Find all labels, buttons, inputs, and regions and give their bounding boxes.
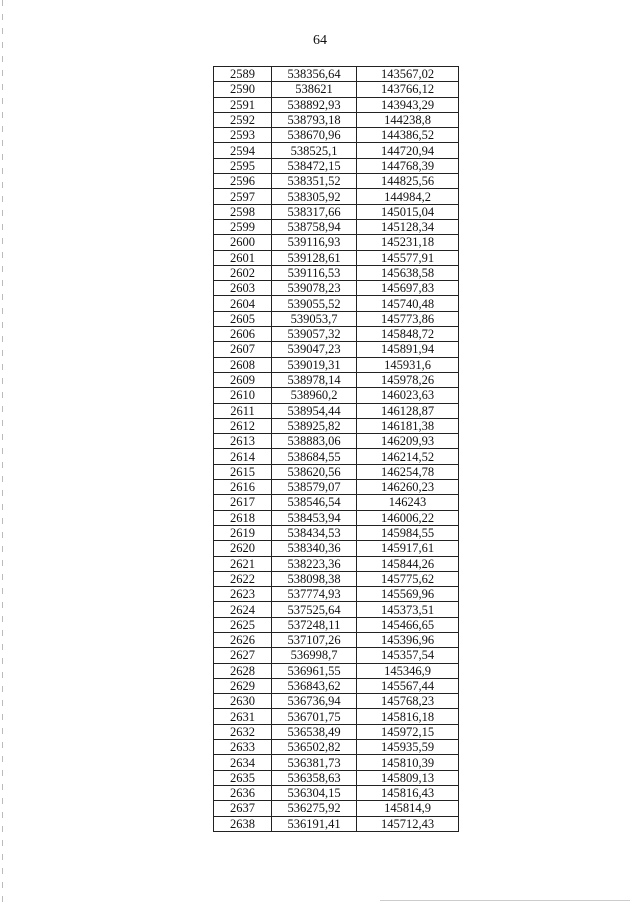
point-number-cell: 2600	[214, 235, 272, 250]
x-coordinate-cell: 538620,56	[272, 464, 357, 479]
table-row	[214, 143, 459, 158]
y-coordinate-cell: 145569,96	[357, 587, 459, 602]
point-number-cell: 2635	[214, 770, 272, 785]
x-coordinate-cell: 538340,36	[272, 541, 357, 556]
table-row	[214, 740, 459, 755]
point-number-cell: 2632	[214, 724, 272, 739]
y-coordinate-cell: 145917,61	[357, 541, 459, 556]
x-coordinate-cell: 539019,31	[272, 357, 357, 372]
table-row	[214, 418, 459, 433]
point-number-cell: 2620	[214, 541, 272, 556]
table-row	[214, 219, 459, 234]
x-coordinate-cell: 537107,26	[272, 632, 357, 647]
table-row	[214, 770, 459, 785]
y-coordinate-cell: 146209,93	[357, 434, 459, 449]
table-row	[214, 510, 459, 525]
x-coordinate-cell: 538351,52	[272, 174, 357, 189]
point-number-cell: 2637	[214, 801, 272, 816]
table-row	[214, 541, 459, 556]
x-coordinate-cell: 538793,18	[272, 112, 357, 127]
table-row	[214, 556, 459, 571]
y-coordinate-cell: 145346,9	[357, 663, 459, 678]
table-row	[214, 327, 459, 342]
table-row	[214, 357, 459, 372]
y-coordinate-cell: 146023,63	[357, 388, 459, 403]
x-coordinate-cell: 539047,23	[272, 342, 357, 357]
point-number-cell: 2617	[214, 495, 272, 510]
x-coordinate-cell: 536998,7	[272, 648, 357, 663]
table-row	[214, 235, 459, 250]
x-coordinate-cell: 538356,64	[272, 67, 357, 82]
x-coordinate-cell: 536961,55	[272, 663, 357, 678]
y-coordinate-cell: 145357,54	[357, 648, 459, 663]
table-row	[214, 449, 459, 464]
point-number-cell: 2607	[214, 342, 272, 357]
x-coordinate-cell: 536304,15	[272, 785, 357, 800]
table-row	[214, 587, 459, 602]
point-number-cell: 2608	[214, 357, 272, 372]
y-coordinate-cell: 146181,38	[357, 418, 459, 433]
table-row	[214, 602, 459, 617]
point-number-cell: 2602	[214, 265, 272, 280]
x-coordinate-cell: 538978,14	[272, 372, 357, 387]
y-coordinate-cell: 143943,29	[357, 97, 459, 112]
point-number-cell: 2589	[214, 67, 272, 82]
point-number-cell: 2625	[214, 617, 272, 632]
y-coordinate-cell: 145984,55	[357, 525, 459, 540]
y-coordinate-cell: 145396,96	[357, 632, 459, 647]
y-coordinate-cell: 145978,26	[357, 372, 459, 387]
table-row	[214, 128, 459, 143]
y-coordinate-cell: 145712,43	[357, 816, 459, 831]
point-number-cell: 2599	[214, 219, 272, 234]
y-coordinate-cell: 145809,13	[357, 770, 459, 785]
page-number: 64	[313, 33, 327, 48]
point-number-cell: 2606	[214, 327, 272, 342]
point-number-cell: 2621	[214, 556, 272, 571]
y-coordinate-cell: 145810,39	[357, 755, 459, 770]
table-row	[214, 785, 459, 800]
y-coordinate-cell: 145638,58	[357, 265, 459, 280]
y-coordinate-cell: 144768,39	[357, 158, 459, 173]
table-row	[214, 617, 459, 632]
y-coordinate-cell: 145128,34	[357, 219, 459, 234]
table-row	[214, 403, 459, 418]
point-number-cell: 2593	[214, 128, 272, 143]
y-coordinate-cell: 145816,43	[357, 785, 459, 800]
x-coordinate-cell: 536736,94	[272, 694, 357, 709]
scan-bottom-mark	[380, 900, 630, 901]
table-row	[214, 525, 459, 540]
y-coordinate-cell: 146128,87	[357, 403, 459, 418]
table-row	[214, 82, 459, 97]
y-coordinate-cell: 143766,12	[357, 82, 459, 97]
y-coordinate-cell: 144825,56	[357, 174, 459, 189]
y-coordinate-cell: 146006,22	[357, 510, 459, 525]
table-row	[214, 709, 459, 724]
point-number-cell: 2590	[214, 82, 272, 97]
point-number-cell: 2626	[214, 632, 272, 647]
x-coordinate-cell: 538098,38	[272, 571, 357, 586]
x-coordinate-cell: 538684,55	[272, 449, 357, 464]
y-coordinate-cell: 145848,72	[357, 327, 459, 342]
point-number-cell: 2633	[214, 740, 272, 755]
table-row	[214, 632, 459, 647]
table-row	[214, 388, 459, 403]
x-coordinate-cell: 536275,92	[272, 801, 357, 816]
x-coordinate-cell: 536843,62	[272, 678, 357, 693]
x-coordinate-cell: 538954,44	[272, 403, 357, 418]
point-number-cell: 2592	[214, 112, 272, 127]
x-coordinate-cell: 536191,41	[272, 816, 357, 831]
table-row	[214, 189, 459, 204]
x-coordinate-cell: 538960,2	[272, 388, 357, 403]
point-number-cell: 2630	[214, 694, 272, 709]
point-number-cell: 2615	[214, 464, 272, 479]
y-coordinate-cell: 145931,6	[357, 357, 459, 372]
x-coordinate-cell: 539116,93	[272, 235, 357, 250]
point-number-cell: 2614	[214, 449, 272, 464]
point-number-cell: 2627	[214, 648, 272, 663]
x-coordinate-cell: 538472,15	[272, 158, 357, 173]
y-coordinate-cell: 145773,86	[357, 311, 459, 326]
y-coordinate-cell: 146260,23	[357, 480, 459, 495]
x-coordinate-cell: 537525,64	[272, 602, 357, 617]
y-coordinate-cell: 145768,23	[357, 694, 459, 709]
scan-edge-mark	[2, 0, 3, 905]
x-coordinate-cell: 538434,53	[272, 525, 357, 540]
table-row	[214, 311, 459, 326]
point-number-cell: 2597	[214, 189, 272, 204]
y-coordinate-cell: 145844,26	[357, 556, 459, 571]
table-row	[214, 250, 459, 265]
y-coordinate-cell: 146214,52	[357, 449, 459, 464]
table-row	[214, 67, 459, 82]
x-coordinate-cell: 538525,1	[272, 143, 357, 158]
y-coordinate-cell: 145466,65	[357, 617, 459, 632]
point-number-cell: 2610	[214, 388, 272, 403]
point-number-cell: 2634	[214, 755, 272, 770]
point-number-cell: 2609	[214, 372, 272, 387]
x-coordinate-cell: 539053,7	[272, 311, 357, 326]
y-coordinate-cell: 145814,9	[357, 801, 459, 816]
point-number-cell: 2612	[214, 418, 272, 433]
x-coordinate-cell: 536701,75	[272, 709, 357, 724]
point-number-cell: 2622	[214, 571, 272, 586]
point-number-cell: 2591	[214, 97, 272, 112]
point-number-cell: 2623	[214, 587, 272, 602]
table-row	[214, 694, 459, 709]
y-coordinate-cell: 144720,94	[357, 143, 459, 158]
point-number-cell: 2603	[214, 281, 272, 296]
x-coordinate-cell: 538758,94	[272, 219, 357, 234]
x-coordinate-cell: 537774,93	[272, 587, 357, 602]
point-number-cell: 2619	[214, 525, 272, 540]
point-number-cell: 2636	[214, 785, 272, 800]
x-coordinate-cell: 538546,54	[272, 495, 357, 510]
table-row	[214, 678, 459, 693]
y-coordinate-cell: 145373,51	[357, 602, 459, 617]
x-coordinate-cell: 536502,82	[272, 740, 357, 755]
point-number-cell: 2613	[214, 434, 272, 449]
x-coordinate-cell: 539055,52	[272, 296, 357, 311]
point-number-cell: 2596	[214, 174, 272, 189]
table-row	[214, 204, 459, 219]
table-row	[214, 296, 459, 311]
table-row	[214, 571, 459, 586]
point-number-cell: 2629	[214, 678, 272, 693]
x-coordinate-cell: 538892,93	[272, 97, 357, 112]
table-row	[214, 464, 459, 479]
y-coordinate-cell: 145231,18	[357, 235, 459, 250]
table-row	[214, 97, 459, 112]
y-coordinate-cell: 145567,44	[357, 678, 459, 693]
y-coordinate-cell: 145816,18	[357, 709, 459, 724]
table-row	[214, 158, 459, 173]
table-row	[214, 112, 459, 127]
point-number-cell: 2628	[214, 663, 272, 678]
point-number-cell: 2631	[214, 709, 272, 724]
point-number-cell: 2594	[214, 143, 272, 158]
table-row	[214, 663, 459, 678]
x-coordinate-cell: 538621	[272, 82, 357, 97]
point-number-cell: 2605	[214, 311, 272, 326]
point-number-cell: 2598	[214, 204, 272, 219]
x-coordinate-cell: 538883,06	[272, 434, 357, 449]
x-coordinate-cell: 538305,92	[272, 189, 357, 204]
table-row	[214, 434, 459, 449]
table-row	[214, 495, 459, 510]
y-coordinate-cell: 145935,59	[357, 740, 459, 755]
x-coordinate-cell: 539057,32	[272, 327, 357, 342]
x-coordinate-cell: 539116,53	[272, 265, 357, 280]
table-row	[214, 372, 459, 387]
point-number-cell: 2601	[214, 250, 272, 265]
x-coordinate-cell: 539078,23	[272, 281, 357, 296]
y-coordinate-cell: 145015,04	[357, 204, 459, 219]
x-coordinate-cell: 536358,63	[272, 770, 357, 785]
table-row	[214, 648, 459, 663]
x-coordinate-cell: 538670,96	[272, 128, 357, 143]
y-coordinate-cell: 144238,8	[357, 112, 459, 127]
x-coordinate-cell: 536538,49	[272, 724, 357, 739]
x-coordinate-cell: 538317,66	[272, 204, 357, 219]
point-number-cell: 2624	[214, 602, 272, 617]
point-number-cell: 2616	[214, 480, 272, 495]
point-number-cell: 2611	[214, 403, 272, 418]
table-row	[214, 281, 459, 296]
point-number-cell: 2595	[214, 158, 272, 173]
x-coordinate-cell: 538579,07	[272, 480, 357, 495]
table-row	[214, 342, 459, 357]
y-coordinate-cell: 145740,48	[357, 296, 459, 311]
coordinates-table-body	[214, 67, 459, 832]
y-coordinate-cell: 144984,2	[357, 189, 459, 204]
table-row	[214, 801, 459, 816]
y-coordinate-cell: 143567,02	[357, 67, 459, 82]
y-coordinate-cell: 145972,15	[357, 724, 459, 739]
x-coordinate-cell: 537248,11	[272, 617, 357, 632]
point-number-cell: 2638	[214, 816, 272, 831]
table-row	[214, 174, 459, 189]
point-number-cell: 2604	[214, 296, 272, 311]
point-number-cell: 2618	[214, 510, 272, 525]
x-coordinate-cell: 538925,82	[272, 418, 357, 433]
x-coordinate-cell: 538453,94	[272, 510, 357, 525]
y-coordinate-cell: 146254,78	[357, 464, 459, 479]
y-coordinate-cell: 146243	[357, 495, 459, 510]
y-coordinate-cell: 144386,52	[357, 128, 459, 143]
x-coordinate-cell: 536381,73	[272, 755, 357, 770]
table-row	[214, 265, 459, 280]
x-coordinate-cell: 539128,61	[272, 250, 357, 265]
table-row	[214, 755, 459, 770]
coordinates-table	[213, 66, 459, 832]
table-row	[214, 724, 459, 739]
x-coordinate-cell: 538223,36	[272, 556, 357, 571]
y-coordinate-cell: 145697,83	[357, 281, 459, 296]
y-coordinate-cell: 145775,62	[357, 571, 459, 586]
table-row	[214, 480, 459, 495]
y-coordinate-cell: 145891,94	[357, 342, 459, 357]
y-coordinate-cell: 145577,91	[357, 250, 459, 265]
table-row	[214, 816, 459, 831]
